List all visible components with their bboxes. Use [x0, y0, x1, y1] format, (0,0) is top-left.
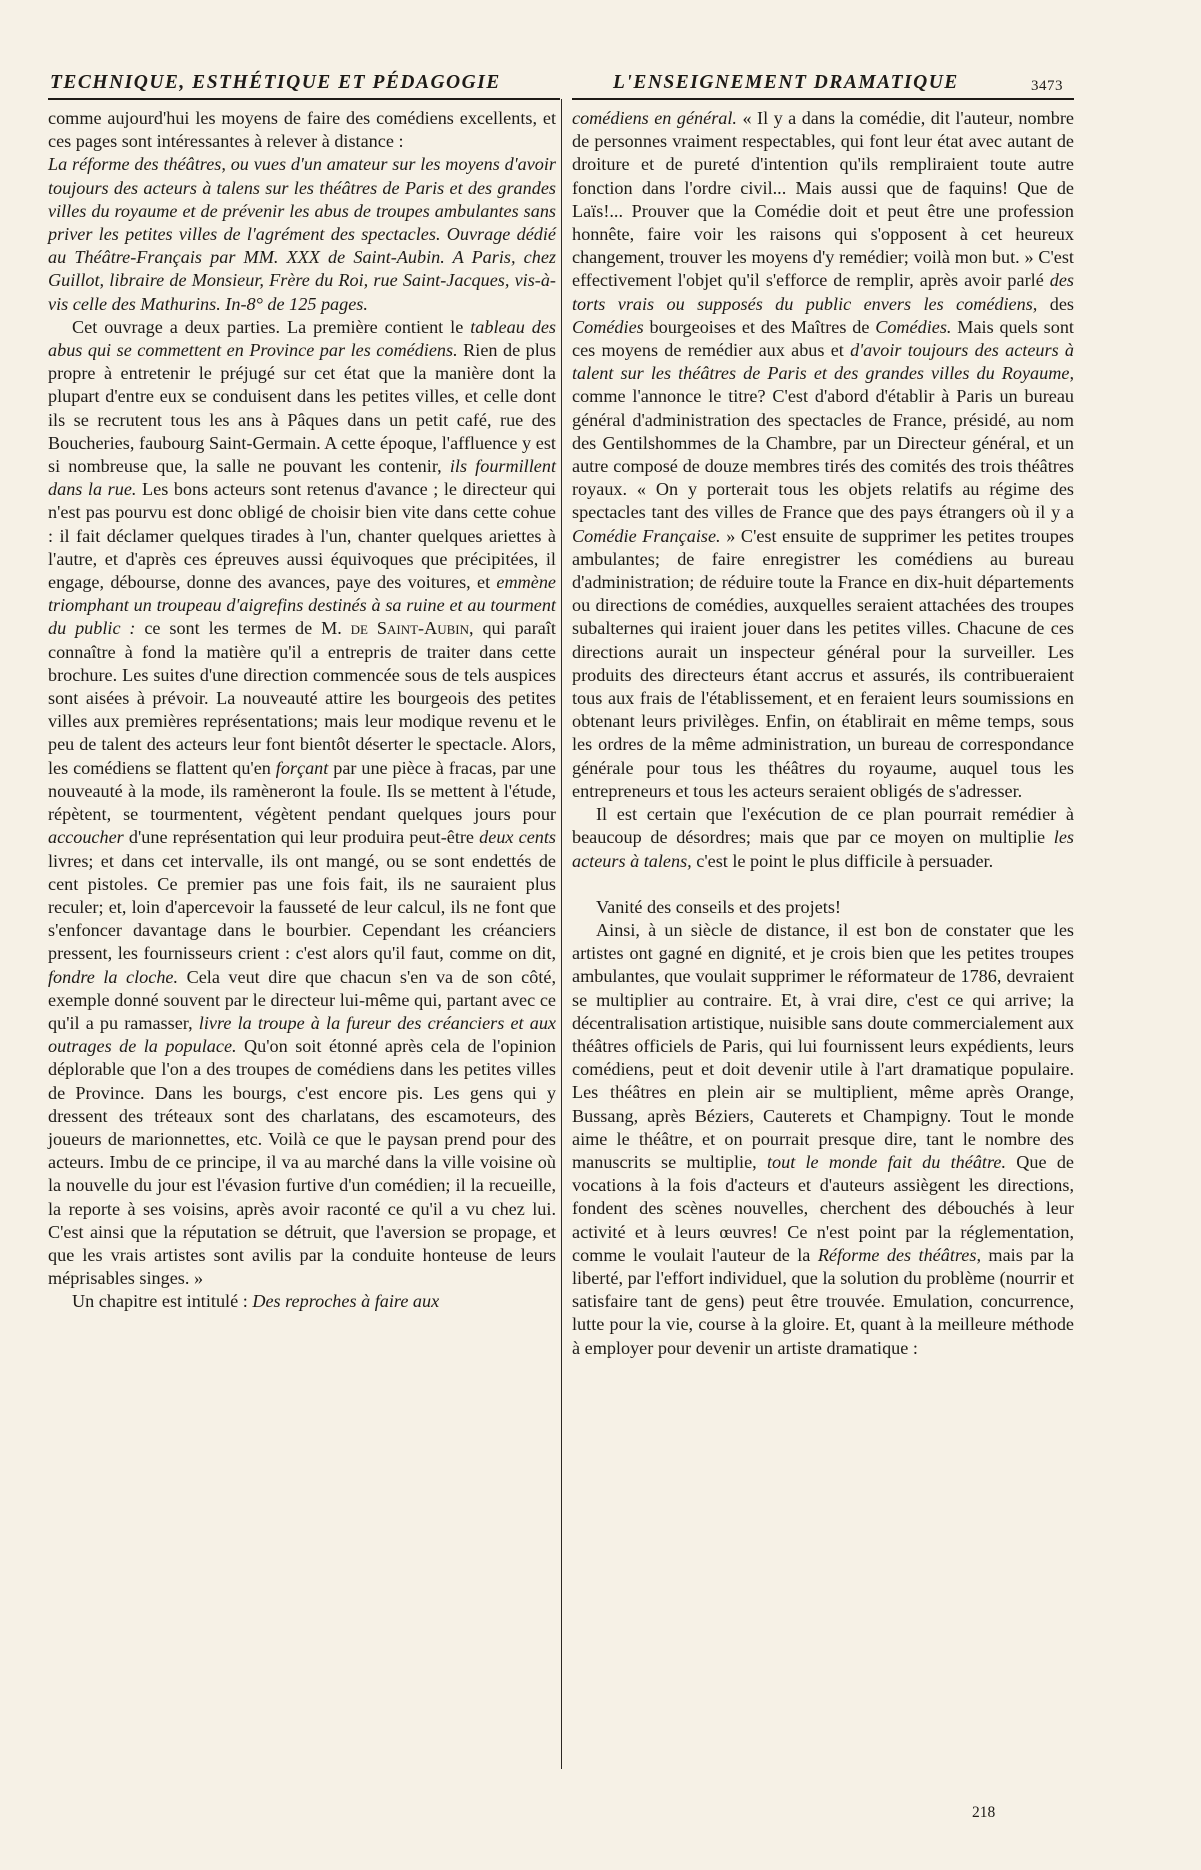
paragraph-vanite: Vanité des conseils et des projets!: [596, 896, 841, 917]
left-column: [48, 107, 556, 1314]
column-divider: [561, 99, 562, 1769]
folio: 218: [972, 1804, 996, 1821]
header-rule-right: [572, 98, 1074, 100]
paragraph-comediens: comédiens en général. « Il y a dans la comédie, dit l'auteur, nombre de personnes vraiment respectables, qui font leur état avec autant de droiture et de pureté d'intention qu'ils rempliraient toute autre fonction dans l'ordre civil... Mais aussi que de faquins! Que de Laïs!... Prouver que la Comédie doit et peut être une profession honnête, faire voir les raisons qui s'opposent à cet heureux changement, trouver les moyens d'y remédier; voilà mon but. » C'est effectivement l'objet qu'il s'efforce de remplir, après avoir parlé des torts vrais ou supposés du public envers les comédiens, des Comédies bourgeoises et des Maîtres de Comédies. Mais quels sont ces moyens de remédier aux abus et d'avoir toujours des acteurs à talent sur les théâtres de Paris et des grandes villes du Royaume, comme l'annonce le titre? C'est d'abord d'établir à Paris un bureau général d'administration des spectacles de France, présidé, au nom des Gentilshommes de la Chambre, par un Directeur général, et un autre composé de douze membres tirés des comités des trois théâtres royaux. « On y porterait tous les objets relatifs au régime des spectacles tant des villes de France que des pays étrangers où il y a Comédie Française. » C'est ensuite de supprimer les petites troupes ambulantes; de faire enregistrer les comédiens au bureau d'administration; de réduire toute la France en dix-huit départements ou directions de comédies, auxquelles seraient attachées des troupes subalternes qui iraient jouer dans les petites villes. Chacune de ces directions aurait un inspecteur général pour la surveiller. Les produits des directeurs étant accrus et assurés, ils contribueraient tous aux frais de l'établissement, et en feraient leurs soumissions en obtenant leurs privilèges. Enfin, on établirait en même temps, sous les ordres de la même administration, un bureau de correspondance générale pour tous les théâtres du royaume, auquel tous les entrepreneurs et tous les acteurs seraient obligés de s'adresser.: [572, 108, 1074, 801]
paragraph-chapitre: Un chapitre est intitulé : Des reproches à faire aux: [72, 1291, 440, 1312]
bibliographic-entry: La réforme des théâtres, ou vues d'un amateur sur les moyens d'avoir toujours des acteurs à talens sur les théâtres de Paris et des grandes villes du royaume et de prévenir les abus de troupes ambulantes sans priver les petites villes de l'agrément des spectacles. Ouvrage dédié au Théâtre-Français par MM. XXX de Saint-Aubin. A Paris, chez Guillot, libraire de Monsieur, Frère du Roi, rue Saint-Jacques, vis-à-vis celle des Mathurins. In-8° de 125 pages.: [48, 154, 556, 314]
header-rule-left: [48, 98, 560, 100]
page-number: 3473: [1031, 78, 1063, 94]
paragraph-intro: comme aujourd'hui les moyens de faire des comédiens excellents, et ces pages sont intéressantes à relever à distance :: [48, 108, 556, 152]
paragraph-ainsi: Ainsi, à un siècle de distance, il est bon de constater que les artistes ont gagné en dignité, et je crois bien que les petites troupes ambulantes, que voulait supprimer le réformateur de 1786, devraient se multiplier au contraire. Et, à vrai dire, c'est ce qui arrive; la décentralisation artistique, nuisible sans doute commercialement aux théâtres officiels de Paris, qui lui fournissent leurs expédients, leurs comédiens, peut et doit devenir utile à l'art dramatique populaire. Les théâtres en plein air se multiplient, même après Orange, Bussang, après Béziers, Cauterets et Champigny. Tout le monde aime le théâtre, et on pourrait presque dire, tant le nombre des manuscrits se multiplie, tout le monde fait du théâtre. Que de vocations à la fois d'acteurs et d'auteurs assiègent les directions, fondent des scènes nouvelles, cherchent des débouchés à leur activité et à leurs œuvres! Ce n'est point par la réglementation, comme le voulait l'auteur de la Réforme des théâtres, mais par la liberté, par l'effort individuel, que la solution du problème (nourrir et satisfaire tant de gens) peut être trouvée. Emulation, concurrence, lutte pour la vie, course à la gloire. Et, quant à la meilleure méthode à employer pour devenir un artiste dramatique :: [572, 919, 1074, 1358]
paragraph-execution: Il est certain que l'exécution de ce plan pourrait remédier à beaucoup de désordres; mais que par ce moyen on multiplie les acteurs à talens, c'est le point le plus difficile à persuader.: [572, 804, 1074, 871]
running-head-left: TECHNIQUE, ESTHÉTIQUE ET PÉDAGOGIE: [50, 72, 501, 93]
right-column: [572, 107, 1074, 1360]
running-head-right: L'ENSEIGNEMENT DRAMATIQUE: [613, 72, 959, 93]
paragraph-ouvrage: Cet ouvrage a deux parties. La première contient le tableau des abus qui se commettent en Province par les comédiens. Rien de plus propre à entretenir le préjugé sur cet état que la manière dont la plupart d'entre eux se conduisent dans les petites villes, et celle dont ils se recrutent tous les ans à Pâques dans un petit café, rue des Boucheries, faubourg Saint-Germain. A cette époque, l'affluence y est si nombreuse que, la salle ne pouvant les contenir, ils fourmillent dans la rue. Les bons acteurs sont retenus d'avance ; le directeur qui n'est pas pourvu est donc obligé de choisir bien vite dans cette cohue : il fait déclamer quelques tirades à l'un, chanter quelques ariettes à l'autre, et d'après ces épreuves aussi équivoques que précipitées, il engage, débourse, donne des avances, paye des voitures, et emmène triomphant un troupeau d'aigrefins destinés à sa ruine et au tourment du public : ce sont les termes de M. de Saint-Aubin, qui paraît connaître à fond la matière qu'il a entrepris de traiter dans cette brochure. Les suites d'une direction commencée sous de tels auspices sont aisées à prévoir. La nouveauté attire les bourgeois des petites villes aux premières représentations; mais leur modique revenu et le peu de talent des acteurs leur font bientôt déserter le spectacle. Alors, les comédiens se flattent qu'en forçant par une pièce à fracas, par une nouveauté à la mode, ils ramèneront la foule. Ils se mettent à l'étude, répètent, se tourmentent, végètent pendant quelques jours pour accoucher d'une représentation qui leur produira peut-être deux cents livres; et dans cet intervalle, ils ont mangé, ou se sont endettés de cent pistoles. Ce premier pas une fois fait, ils ne sauraient plus reculer; et, loin d'apercevoir la fausseté de leur calcul, ils ne font que s'enfoncer davantage dans le bourbier. Cependant les créanciers pressent, les fournisseurs crient : c'est alors qu'il faut, comme on dit, fondre la cloche. Cela veut dire que chacun s'en va de son côté, exemple donné souvent par le directeur lui-même qui, partant avec ce qu'il a pu ramasser, livre la troupe à la fureur des créanciers et aux outrages de la populace. Qu'on soit étonné après cela de l'opinion déplorable que l'on a des troupes de comédiens dans les petites villes de Province. Dans les bourgs, c'est encore pis. Les gens qui y dressent des tréteaux sont des charlatans, des escamoteurs, des joueurs de marionnettes, etc. Voilà ce que le paysan prend pour des acteurs. Imbu de ce principe, il va au marché dans la ville voisine où la nouvelle du jour est l'évasion furtive d'un comédien; il la recueille, la reporte à ses voisins, après avoir raconté ce qu'il a vu chez lui. C'est ainsi que la réputation se détruit, que l'aversion se propage, et que les vrais artistes sont avilis par la conduite honteuse de leurs méprisables singes. »: [48, 316, 557, 1289]
